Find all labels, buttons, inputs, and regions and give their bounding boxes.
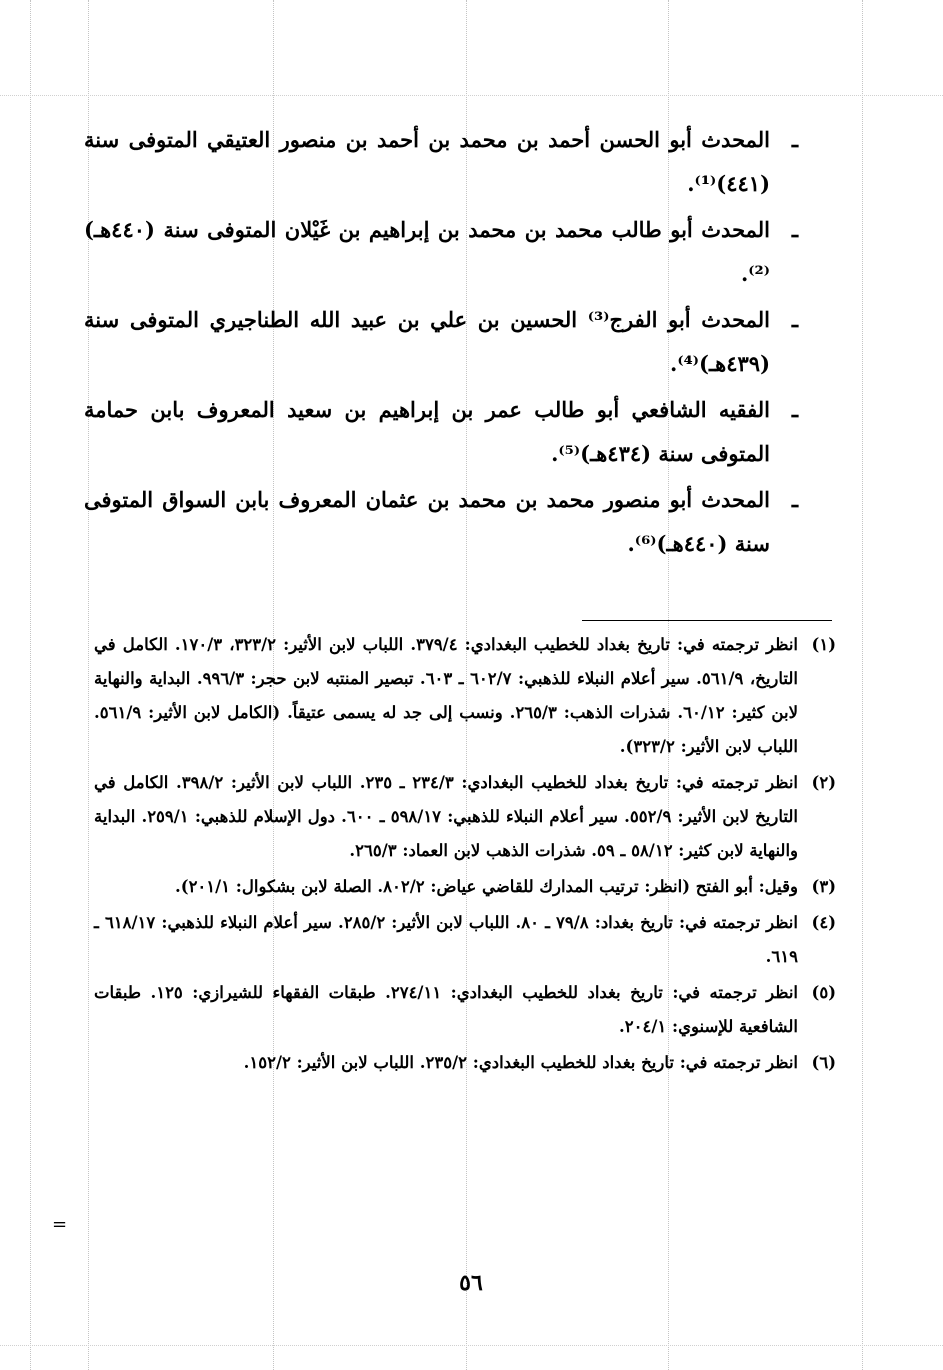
footnote: [94, 870, 836, 904]
footnote-text: انظر ترجمته في: تاريخ بغداد: ٧٩/٨ ـ ٨٠. اللباب لابن الأثير: ٢٨٥/٢. سير أعلام النبلاء للذهبي: ٦١٨/١٧ ـ ٦١٩.: [94, 913, 798, 966]
list-dash: ـ: [791, 397, 798, 422]
footnote: [94, 1046, 836, 1080]
footnote-text: انظر ترجمته في: تاريخ بغداد للخطيب البغدادي: ٢٣٤/٣ ـ ٢٣٥. اللباب لابن الأثير: ٣٩٨/٢. الكامل في التاريخ لابن الأثير: ٥٥٢/٩. سير أعلام النبلاء للذهبي: ٥٩٨/١٧ ـ ٦٠٠. دول الإسلام للذهبي: ٢٥٩/١. البداية والنهاية لابن كثير: ٥٨/١٢ ـ ٥٩. شذرات الذهب لابن العماد: ٢٦٥/٣.: [94, 773, 799, 860]
list-item: [84, 298, 798, 386]
entry-text: المحدث أبو الفرج⁽³⁾ الحسين بن علي بن عبيد الله الطناجيري المتوفى سنة (٤٣٩هـ)⁽⁴⁾.: [84, 307, 771, 376]
list-dash: ـ: [791, 217, 798, 242]
list-dash: ـ: [791, 127, 798, 152]
page-number: ٥٦: [459, 1270, 483, 1296]
footnote-divider: [582, 620, 832, 621]
footnote-text: انظر ترجمته في: تاريخ بغداد للخطيب البغدادي: ٢٧٤/١١. طبقات الفقهاء للشيرازي: ١٢٥. طبقات الشافعية للإسنوي: ٢٠٤/١.: [94, 983, 798, 1036]
entry-text: المحدث أبو طالب محمد بن محمد بن إبراهيم بن غَيْلان المتوفى سنة (٤٤٠هـ)⁽²⁾.: [84, 217, 770, 286]
entry-text: المحدث أبو الحسن أحمد بن محمد بن أحمد بن منصور العتيقي المتوفى سنة (٤٤١)⁽¹⁾.: [84, 127, 770, 196]
entry-text: الفقيه الشافعي أبو طالب عمر بن إبراهيم بن سعيد المعروف بابن حمامة المتوفى سنة (٤٣٤هـ)⁽⁵⁾.: [84, 397, 770, 466]
list-item: [84, 118, 798, 206]
footnote-number: (٦): [811, 1053, 836, 1072]
footnote-text: انظر ترجمته في: تاريخ بغداد للخطيب البغدادي: ٣٧٩/٤. اللباب لابن الأثير: ٣٢٣/٢، ١٧٠/٣. الكامل في التاريخ، ٥٦١/٩. سير أعلام النبلاء للذهبي: ٦٠٢/٧ ـ ٦٠٣. تبصير المنتبه لابن حجر: ٩٩٦/٣. البداية والنهاية لابن كثير: ٦٠/١٢. شذرات الذهب: ٢٦٥/٣. ونسب إلى جد له يسمى عتيقاً. (الكامل لابن الأثير: ٥٦١/٩. اللباب لابن الأثير: ٣٢٣/٢).: [94, 635, 798, 756]
margin-mark: =: [52, 1214, 68, 1235]
footnote-text: انظر ترجمته في: تاريخ بغداد للخطيب البغدادي: ٢٣٥/٢. اللباب لابن الأثير: ١٥٢/٢.: [243, 1053, 798, 1072]
main-text: [84, 118, 798, 568]
footnote-number: (٣): [811, 877, 836, 896]
list-item: [84, 208, 798, 296]
footnote-number: (٤): [811, 913, 836, 932]
footnote: [94, 906, 836, 974]
list-item: [84, 478, 798, 566]
footnote-number: (١): [811, 635, 836, 654]
footnote: [94, 628, 836, 764]
list-dash: ـ: [791, 487, 798, 512]
footnote: [94, 766, 836, 868]
entry-text: المحدث أبو منصور محمد بن محمد بن عثمان المعروف بابن السواق المتوفى سنة (٤٤٠هـ)⁽⁶⁾.: [84, 487, 770, 556]
list-item: [84, 388, 798, 476]
footnote-number: (٥): [811, 983, 836, 1002]
footnotes: [94, 628, 836, 1082]
list-dash: ـ: [791, 307, 798, 332]
footnote: [94, 976, 836, 1044]
footnote-number: (٢): [811, 773, 836, 792]
footnote-text: وقيل: أبو الفتح (انظر: ترتيب المدارك للقاضي عياض: ٨٠٢/٢. الصلة لابن بشكوال: ٢٠١/١).: [175, 877, 798, 896]
